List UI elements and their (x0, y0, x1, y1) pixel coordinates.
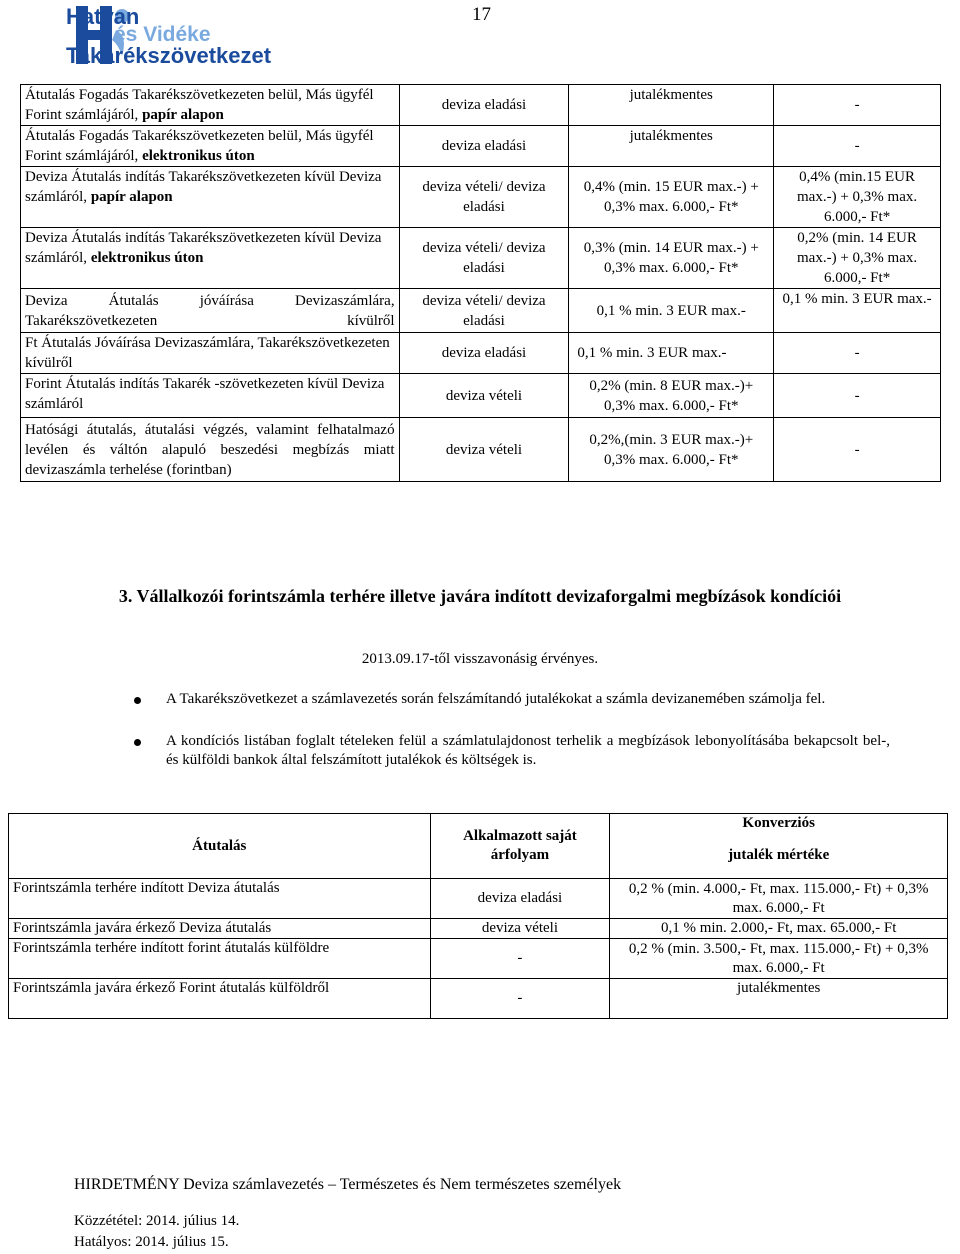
fee-cell: 0,4% (min. 15 EUR max.-) + 0,3% max. 6.000,- Ft* (569, 167, 774, 228)
table-row (21, 167, 941, 228)
document-footer-title: HIRDETMÉNY Deviza számlavezetés – Természetes és Nem természetes személyek (74, 1176, 622, 1193)
transfer-name-cell: Forintszámla terhére indított forint átutalás külföldre (9, 939, 431, 979)
table-row (9, 939, 948, 979)
transfer-name-cell: Hatósági átutalás, átutalási végzés, valamint felhatalmazó levélen és váltón alapuló beszedési megbízás miatt devizaszámla terhelése (forintban) (21, 418, 400, 482)
fee-cell: jutalékmentes (610, 979, 948, 1019)
rate-cell: deviza vételi (430, 919, 610, 939)
table-row (21, 333, 941, 374)
fee-cell: 0,2 % (min. 4.000,- Ft, max. 115.000,- Ft) + 0,3% max. 6.000,- Ft (610, 879, 948, 919)
fee-cell: jutalékmentes (569, 85, 774, 126)
rate-cell: deviza eladási (399, 126, 569, 167)
fee-cell: 0,2 % (min. 3.500,- Ft, max. 115.000,- Ft) + 0,3% max. 6.000,- Ft (610, 939, 948, 979)
fee-cell: 0,2%,(min. 3 EUR max.-)+ 0,3% max. 6.000,- Ft* (569, 418, 774, 482)
transfer-name-cell: Forintszámla javára érkező Forint átutalás külföldről (9, 979, 431, 1019)
section-heading: 3. Vállalkozói forintszámla terhére illetve javára indított devizaforgalmi megbízások kondíciói (118, 586, 842, 606)
fee-cell: 0,1 % min. 3 EUR max.- (569, 333, 774, 374)
rate-cell: deviza eladási (430, 879, 610, 919)
column-header-transfer: Átutalás (9, 814, 431, 879)
validity-date: 2013.09.17-től visszavonásig érvényes. (361, 651, 599, 667)
rate-cell: deviza vételi (399, 418, 569, 482)
transfer-name-cell: Forintszámla terhére indított Deviza átutalás (9, 879, 431, 919)
rate-cell: deviza eladási (399, 85, 569, 126)
conversion-cell: - (774, 418, 941, 482)
publication-date: Közzététel: 2014. július 14. (74, 1213, 240, 1229)
bullet-icon (134, 697, 141, 704)
conversion-cell: 0,4% (min.15 EUR max.-) + 0,3% max. 6.000,- Ft* (774, 167, 941, 228)
conversion-cell: - (774, 333, 941, 374)
bullet-text: A Takarékszövetkezet a számlavezetés során felszámítandó jutalékokat a számla devizanemében számolja fel. (166, 691, 826, 707)
column-header-rate: Alkalmazott saját árfolyam (430, 814, 610, 879)
conversion-cell: - (774, 85, 941, 126)
rate-cell: deviza vételi/ deviza eladási (399, 228, 569, 289)
fee-cell: 0,1 % min. 2.000,- Ft, max. 65.000,- Ft (610, 919, 948, 939)
table-row (21, 126, 941, 167)
rate-cell: deviza vételi/ deviza eladási (399, 289, 569, 333)
forint-account-table (8, 813, 948, 1019)
table-row (9, 879, 948, 919)
list-item (134, 690, 890, 709)
table-row (21, 228, 941, 289)
logo-text-hatvan: Hatvan (66, 4, 140, 29)
table-row (9, 979, 948, 1019)
rate-cell: deviza vételi/ deviza eladási (399, 167, 569, 228)
table-row (21, 85, 941, 126)
bullet-text: A kondíciós listában foglalt tételeken felül a számlatulajdonost terhelik a megbízások lebonyolításába bekapcsolt bel-, és külföldi bankok által felszámított jutalékok és költségek is. (166, 733, 890, 768)
table-row (9, 919, 948, 939)
table-header-row (9, 814, 948, 834)
transfer-name-cell: Átutalás Fogadás Takarékszövetkezeten belül, Más ügyfél Forint számlájáról, elektronikus úton (21, 126, 400, 167)
transfer-name-cell: Forint Átutalás indítás Takarék -szövetkezeten kívül Deviza számláról (21, 374, 400, 418)
conversion-cell: - (774, 374, 941, 418)
bullet-icon (134, 739, 141, 746)
rate-cell: - (430, 939, 610, 979)
logo-text-es-videke: és Vidéke (114, 23, 211, 46)
table-row (21, 374, 941, 418)
transfer-name-cell: Deviza Átutalás jóváírása Devizaszámlára, Takarékszövetkezeten kívülről (21, 289, 400, 333)
logo-text-takarekszovetkezet: Takarékszövetkezet (66, 43, 272, 68)
column-header-conversion: Konverziós (610, 814, 948, 834)
transfer-conditions-table (20, 84, 941, 482)
rate-cell: - (430, 979, 610, 1019)
fee-cell: 0,1 % min. 3 EUR max.- (569, 289, 774, 333)
fee-cell: 0,2% (min. 8 EUR max.-)+ 0,3% max. 6.000,- Ft* (569, 374, 774, 418)
transfer-name-cell: Átutalás Fogadás Takarékszövetkezeten belül, Más ügyfél Forint számlájáról, papír alapon (21, 85, 400, 126)
table-row (21, 418, 941, 482)
effective-date: Hatályos: 2014. július 15. (74, 1234, 229, 1250)
conversion-cell: 0,2% (min. 14 EUR max.-) + 0,3% max. 6.000,- Ft* (774, 228, 941, 289)
fee-cell: 0,3% (min. 14 EUR max.-) + 0,3% max. 6.000,- Ft* (569, 228, 774, 289)
fee-cell: jutalékmentes (569, 126, 774, 167)
column-header-fee: jutalék mértéke (610, 834, 948, 879)
list-item (134, 732, 890, 770)
transfer-name-cell: Forintszámla javára érkező Deviza átutalás (9, 919, 431, 939)
transfer-name-cell: Deviza Átutalás indítás Takarékszövetkezeten kívül Deviza számláról, elektronikus úton (21, 228, 400, 289)
rate-cell: deviza vételi (399, 374, 569, 418)
page-number: 17 (472, 4, 491, 25)
conversion-cell: - (774, 126, 941, 167)
transfer-name-cell: Ft Átutalás Jóváírása Devizaszámlára, Takarékszövetkezeten kívülről (21, 333, 400, 374)
conversion-cell: 0,1 % min. 3 EUR max.- (774, 289, 941, 333)
rate-cell: deviza eladási (399, 333, 569, 374)
table-row (21, 289, 941, 333)
transfer-name-cell: Deviza Átutalás indítás Takarékszövetkezeten kívül Deviza számláról, papír alapon (21, 167, 400, 228)
